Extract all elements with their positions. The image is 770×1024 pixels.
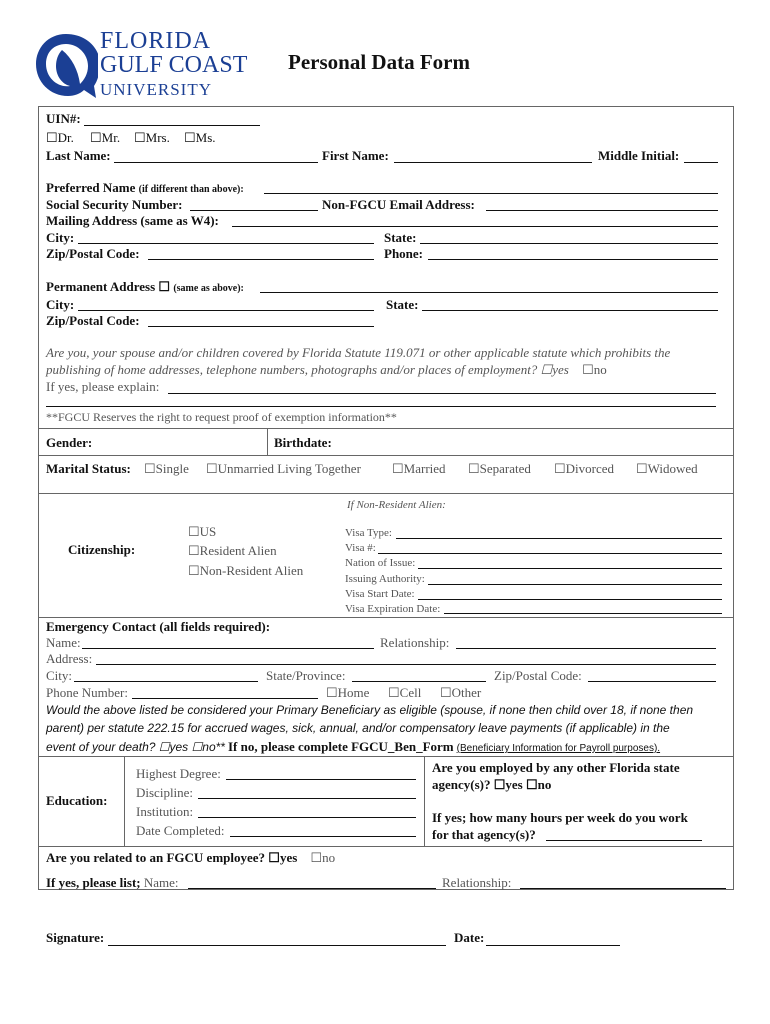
state-label: State: [384, 230, 417, 245]
institution-label: Institution: [136, 804, 194, 819]
perm-address-note: (same as above): [173, 283, 244, 294]
first-name-label: First Name: [322, 148, 389, 163]
uin-field[interactable] [84, 125, 260, 126]
middle-initial-field[interactable] [684, 162, 718, 163]
emergency-state-label: State/Province: [266, 668, 346, 683]
visa-exp-label: Visa Expiration Date: [345, 603, 441, 615]
logo-line-2: GULF COAST [100, 52, 248, 78]
uin-label: UIN#: [46, 111, 81, 126]
beneficiary-instruction: If no, please complete FGCU_Ben_Form [227, 739, 454, 754]
logo-line-3: UNIVERSITY [100, 80, 212, 99]
hours-question-2: for that agency(s)? [432, 827, 536, 842]
divider-related-top [38, 846, 733, 847]
marital-widowed[interactable]: ☐Widowed [636, 461, 698, 476]
signature-field[interactable] [108, 945, 446, 946]
visa-type-field[interactable] [396, 538, 722, 539]
visa-type-label: Visa Type: [345, 527, 392, 539]
exemption-explain-field-2[interactable] [46, 406, 716, 407]
zip-field[interactable] [148, 259, 374, 260]
related-list-label [46, 875, 179, 891]
emergency-name-field[interactable] [82, 648, 374, 649]
visa-exp-field[interactable] [444, 613, 722, 614]
discipline-label: Discipline: [136, 785, 194, 800]
zip-label: Zip/Postal Code: [46, 246, 140, 261]
visa-number-field[interactable] [378, 553, 722, 554]
emergency-zip-field[interactable] [588, 681, 716, 682]
exemption-explain-field[interactable] [168, 393, 716, 394]
exemption-no-checkbox[interactable]: ☐no [582, 362, 607, 377]
beneficiary-line2: parent) per statute 222.15 for accrued wages, sick, annual, and/or compensatory leave payments (if applicable) in the [46, 721, 670, 735]
employed-question-2[interactable]: agency(s)? ☐yes ☐no [432, 777, 552, 792]
logo-line-1: FLORIDA [100, 28, 212, 54]
divider-education-right [424, 756, 425, 846]
marital-married[interactable]: ☐Married [392, 461, 446, 476]
perm-zip-field[interactable] [148, 326, 374, 327]
discipline-field[interactable] [198, 798, 416, 799]
birthdate-label: Birthdate: [274, 435, 332, 450]
beneficiary-link[interactable]: (Beneficiary Information for Payroll purposes). [456, 743, 661, 754]
related-question [46, 850, 335, 866]
date-label: Date: [454, 930, 485, 945]
highest-degree-label: Highest Degree: [136, 766, 221, 781]
emergency-address-label: Address: [46, 651, 93, 666]
emergency-phone-field[interactable] [132, 698, 318, 699]
divider-gender-mid [267, 428, 268, 455]
last-name-label: Last Name: [46, 148, 111, 163]
related-list-text: If yes, please list; [46, 875, 141, 890]
visa-number-label: Visa #: [345, 542, 376, 554]
issuing-authority-label: Issuing Authority: [345, 573, 425, 585]
employed-question-1: Are you employed by any other Florida state [432, 760, 680, 775]
nation-issue-label: Nation of Issue: [345, 557, 416, 569]
phone-cell-checkbox[interactable]: ☐Cell [388, 685, 422, 700]
related-relationship-field[interactable] [520, 888, 726, 889]
exemption-yes-checkbox[interactable]: publishing of home addresses, telephone numbers, photographs and/or places of employment? ☐yes [46, 362, 569, 377]
email-label: Non-FGCU Email Address: [322, 197, 475, 212]
citizenship-label: Citizenship: [68, 542, 136, 557]
logo-mark-icon [34, 30, 98, 100]
perm-address-field[interactable] [260, 292, 718, 293]
emergency-relationship-field[interactable] [456, 648, 716, 649]
last-name-field[interactable] [114, 162, 318, 163]
related-name-label: Name: [143, 875, 179, 890]
visa-start-label: Visa Start Date: [345, 588, 415, 600]
perm-city-label: City: [46, 297, 75, 312]
institution-field[interactable] [198, 817, 416, 818]
signature-label: Signature: [46, 930, 105, 945]
beneficiary-line1: Would the above listed be considered your Primary Beneficiary as eligible (spouse, if none then child over 18, if none then [46, 703, 694, 717]
middle-initial-label: Middle Initial: [598, 148, 680, 163]
first-name-field[interactable] [394, 162, 592, 163]
emergency-city-field[interactable] [74, 681, 258, 682]
divider-citizenship-top [38, 493, 733, 494]
perm-zip-label: Zip/Postal Code: [46, 313, 140, 328]
perm-address-text[interactable]: Permanent Address ☐ [46, 279, 171, 294]
related-name-field[interactable] [188, 888, 436, 889]
phone-label: Phone: [384, 246, 423, 261]
hours-field[interactable] [546, 840, 702, 841]
education-label: Education: [46, 793, 108, 808]
page-title: Personal Data Form [288, 50, 470, 74]
state-field[interactable] [420, 243, 718, 244]
issuing-authority-field[interactable] [428, 584, 722, 585]
visa-start-field[interactable] [418, 599, 722, 600]
divider-gender-top [38, 428, 733, 429]
preferred-name-note: (if different than above): [138, 184, 244, 195]
exemption-explain-label: If yes, please explain: [46, 379, 160, 394]
preferred-name-text: Preferred Name [46, 180, 136, 195]
email-field[interactable] [486, 210, 718, 211]
nonres-heading: If Non-Resident Alien: [347, 499, 446, 511]
date-completed-label: Date Completed: [136, 823, 225, 838]
emergency-name-label: Name: [46, 635, 81, 650]
highest-degree-field[interactable] [226, 779, 416, 780]
perm-address-label [46, 279, 244, 295]
marital-separated[interactable]: ☐Separated [468, 461, 531, 476]
divider-education-top [38, 756, 733, 757]
citizenship-resident[interactable]: ☐Resident Alien [188, 543, 277, 558]
emergency-relationship-label: Relationship: [380, 635, 450, 650]
preferred-name-label [46, 180, 244, 196]
marital-unmarried[interactable]: ☐Unmarried Living Together [206, 461, 361, 476]
emergency-city-label: City: [46, 668, 73, 683]
mailing-field[interactable] [232, 226, 718, 227]
ssn-label: Social Security Number: [46, 197, 183, 212]
citizenship-us[interactable]: ☐US [188, 524, 217, 539]
phone-home-checkbox[interactable]: ☐Home [326, 685, 370, 700]
title-mr-checkbox[interactable]: ☐Mr. [90, 130, 121, 145]
title-mrs-checkbox[interactable]: ☐Mrs. [134, 130, 170, 145]
divider-education-left [124, 756, 125, 846]
perm-city-field[interactable] [78, 310, 374, 311]
title-dr-checkbox[interactable]: ☐Dr. [46, 130, 74, 145]
exemption-question-line2 [46, 362, 607, 378]
nation-issue-field[interactable] [418, 568, 722, 569]
date-field[interactable] [486, 945, 620, 946]
emergency-zip-label: Zip/Postal Code: [494, 668, 582, 683]
ssn-field[interactable] [190, 210, 318, 211]
phone-field[interactable] [428, 259, 718, 260]
emergency-heading: Emergency Contact (all fields required): [46, 619, 271, 634]
title-ms-checkbox[interactable]: ☐Ms. [184, 130, 216, 145]
marital-status-label: Marital Status: [46, 461, 131, 476]
divider-gender-bottom [38, 455, 733, 456]
city-field[interactable] [78, 243, 374, 244]
beneficiary-yes-no[interactable]: event of your death? ☐yes ☐no** [46, 740, 225, 754]
hours-question-1: If yes; how many hours per week do you work [432, 810, 688, 825]
exemption-question-line1: Are you, your spouse and/or children covered by Florida Statute 119.071 or other applicable statute which prohibits the [46, 345, 671, 360]
marital-divorced[interactable]: ☐Divorced [554, 461, 615, 476]
related-no-checkbox[interactable]: ☐no [310, 850, 336, 865]
preferred-name-field[interactable] [264, 193, 718, 194]
mailing-label: Mailing Address (same as W4): [46, 213, 219, 228]
emergency-state-field[interactable] [352, 681, 486, 682]
marital-single[interactable]: ☐Single [144, 461, 189, 476]
phone-other-checkbox[interactable]: ☐Other [440, 685, 482, 700]
related-relationship-label: Relationship: [442, 875, 512, 890]
emergency-phone-label: Phone Number: [46, 685, 128, 700]
date-completed-field[interactable] [230, 836, 416, 837]
perm-state-field[interactable] [422, 310, 718, 311]
perm-state-label: State: [386, 297, 419, 312]
divider-emergency-top [38, 617, 733, 618]
exemption-reserve-note: **FGCU Reserves the right to request proof of exemption information** [46, 410, 397, 424]
emergency-address-field[interactable] [96, 664, 716, 665]
citizenship-nonresident[interactable]: ☐Non-Resident Alien [188, 563, 304, 578]
fgcu-logo [34, 28, 248, 102]
beneficiary-line3 [46, 739, 660, 755]
city-label: City: [46, 230, 75, 245]
gender-label: Gender: [46, 435, 93, 450]
related-yes-checkbox[interactable]: Are you related to an FGCU employee? ☐yes [46, 850, 298, 865]
